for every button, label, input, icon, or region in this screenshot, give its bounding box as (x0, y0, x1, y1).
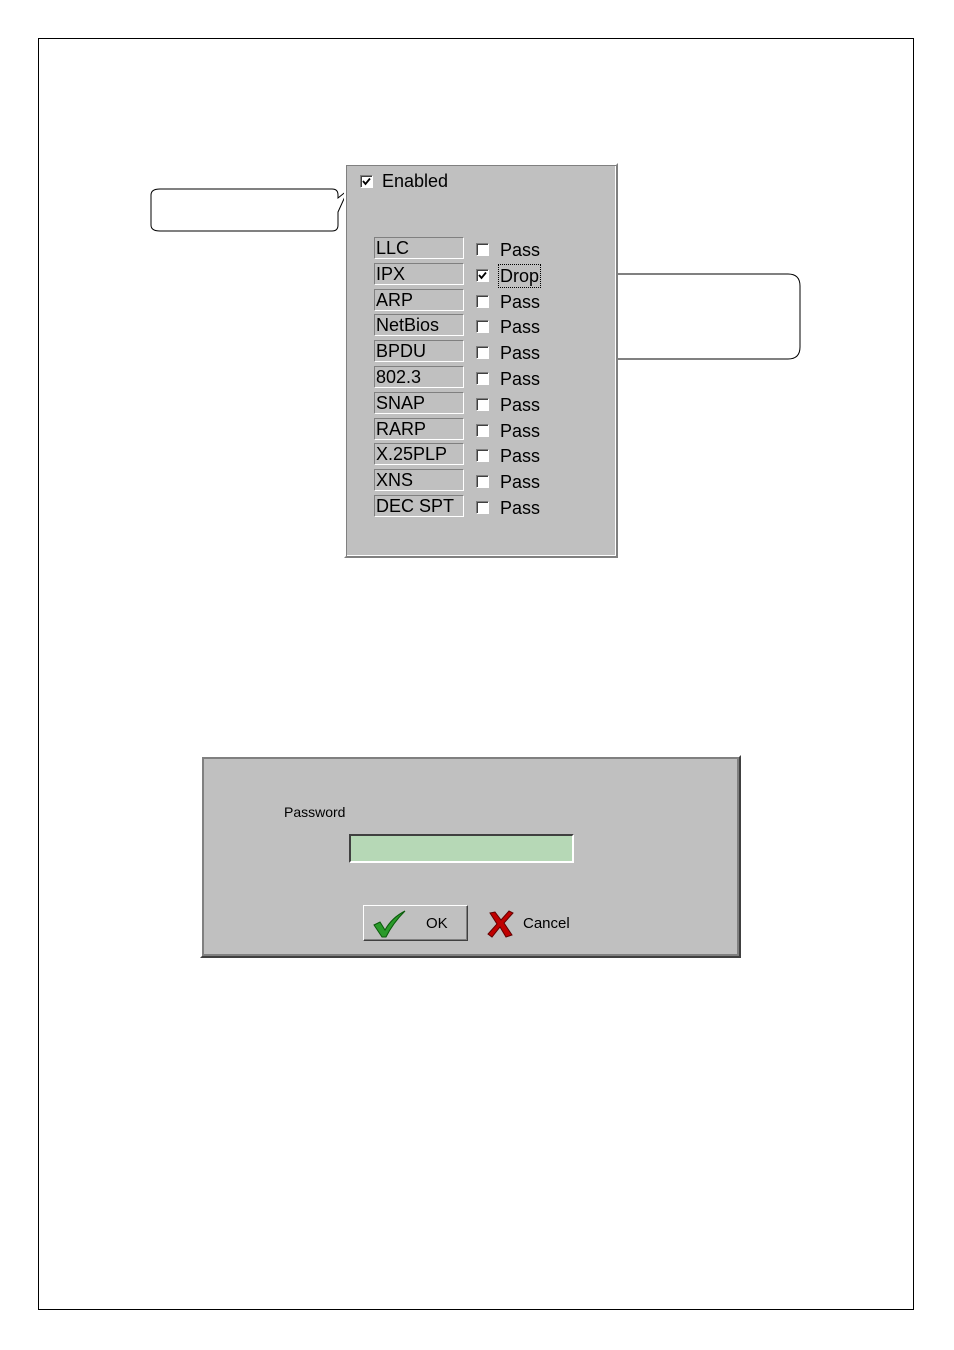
protocol-action-checkbox[interactable] (476, 398, 489, 411)
protocol-row (346, 289, 616, 315)
check-icon (372, 910, 408, 938)
protocol-action-checkbox[interactable] (476, 320, 489, 333)
protocol-row (346, 495, 616, 521)
password-input[interactable] (349, 834, 574, 863)
protocol-action-label: Pass (500, 291, 541, 312)
protocol-action-checkbox[interactable] (476, 449, 489, 462)
protocol-action-label: Pass (500, 394, 541, 415)
protocol-action-checkbox[interactable] (476, 243, 489, 256)
check-mark-icon (362, 177, 371, 186)
protocol-row (346, 469, 616, 495)
callout-enabled (151, 189, 348, 231)
protocol-action-label: Pass (500, 240, 541, 260)
protocol-row (346, 443, 616, 469)
x-icon (486, 909, 516, 939)
protocol-row (346, 314, 616, 340)
protocol-name: 802.3 (374, 366, 464, 388)
password-label: Password (284, 804, 346, 820)
protocol-action-checkbox[interactable] (476, 475, 489, 488)
protocol-filter-panel (344, 163, 618, 558)
protocol-row (346, 340, 616, 366)
protocol-action-checkbox[interactable] (476, 424, 489, 437)
password-dialog (200, 755, 741, 958)
protocol-row (346, 237, 616, 263)
cancel-label: Cancel (523, 915, 570, 932)
protocol-name: SNAP (374, 392, 464, 414)
protocol-action-label: Pass (500, 472, 541, 493)
protocol-action-checkbox[interactable] (476, 372, 489, 385)
protocol-row (346, 392, 616, 418)
ok-button[interactable] (363, 905, 468, 941)
protocol-action-checkbox[interactable] (476, 269, 489, 282)
protocol-row (346, 366, 616, 392)
protocol-action-label: Pass (500, 420, 541, 441)
protocol-action-checkbox[interactable] (476, 501, 489, 514)
protocol-action-checkbox[interactable] (476, 346, 489, 359)
protocol-action-label: Drop (500, 265, 540, 286)
protocol-action-label: Pass (500, 369, 541, 389)
protocol-name: IPX (374, 263, 464, 285)
cancel-button[interactable] (480, 905, 590, 941)
protocol-name: DEC SPT (374, 495, 464, 517)
protocol-name: X.25PLP (374, 443, 464, 465)
enabled-label: Enabled (382, 171, 449, 191)
protocol-name: RARP (374, 418, 464, 440)
check-mark-icon (478, 271, 487, 280)
enabled-checkbox[interactable] (360, 175, 373, 188)
protocol-name: XNS (374, 469, 464, 491)
protocol-name: ARP (374, 289, 464, 311)
protocol-action-checkbox[interactable] (476, 295, 489, 308)
protocol-name: LLC (374, 237, 464, 259)
protocol-row (346, 418, 616, 444)
ok-label: OK (426, 915, 448, 932)
protocol-row (346, 263, 616, 289)
protocol-action-label: Pass (500, 446, 541, 467)
protocol-action-label: Pass (500, 317, 541, 338)
protocol-name: BPDU (374, 340, 464, 362)
protocol-name: NetBios (374, 314, 464, 336)
protocol-action-label: Pass (500, 498, 541, 518)
protocol-action-label: Pass (500, 343, 541, 364)
